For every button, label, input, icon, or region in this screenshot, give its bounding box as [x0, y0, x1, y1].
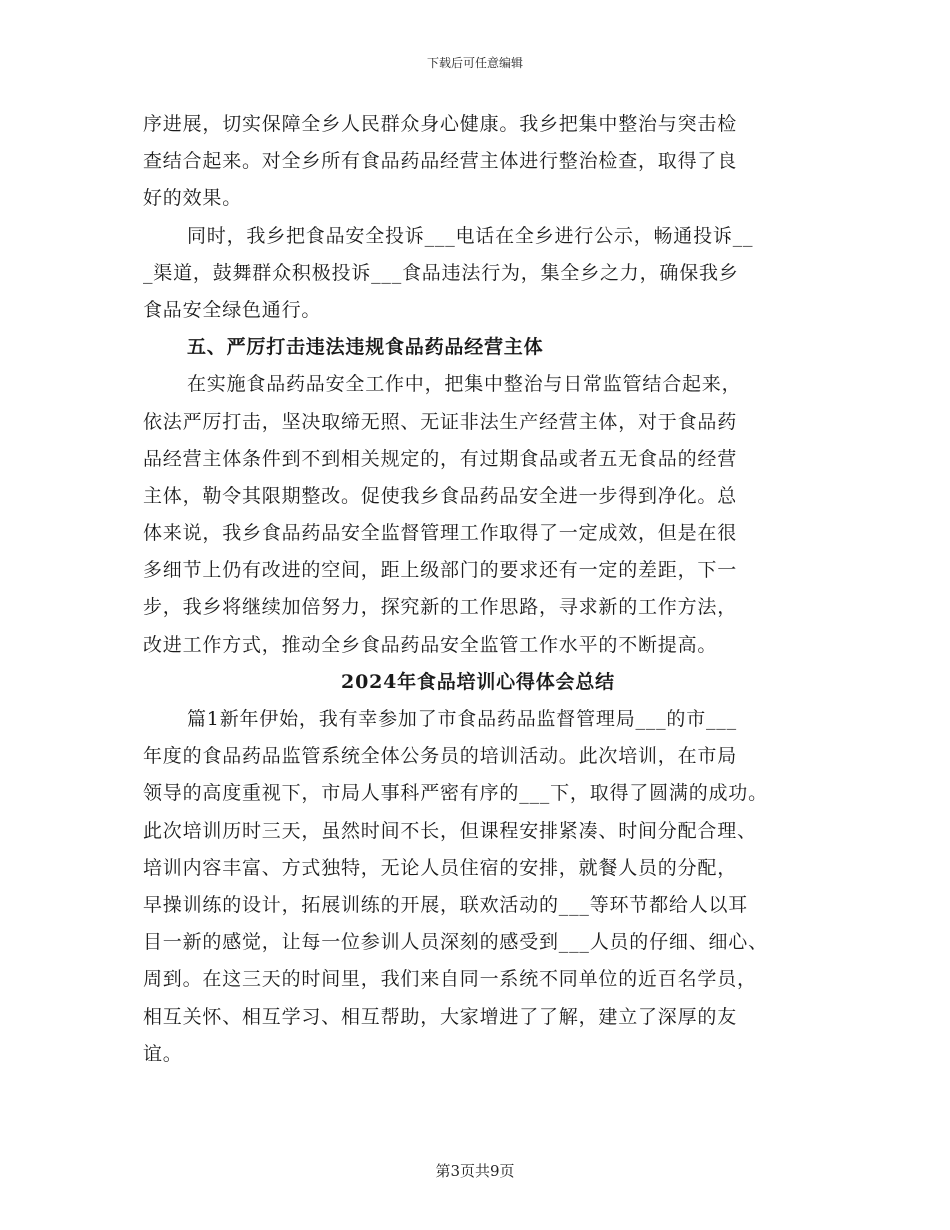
- body-line: 体来说，我乡食品药品安全监督管理工作取得了一定成效，但是在很: [143, 522, 738, 545]
- body-line: 早操训练的设计，拓展训练的开展，联欢活动的___等环节都给人以耳: [143, 893, 749, 916]
- page-header: 下载后可任意编辑: [426, 56, 523, 70]
- document-title: 2024年食品培训心得体会总结: [341, 670, 615, 693]
- body-line: 此次培训历时三天，虽然时间不长，但课程安排紧凑、时间分配合理、: [143, 819, 757, 842]
- body-line: 周到。在这三天的时间里，我们来自同一系统不同单位的近百名学员，: [143, 968, 757, 991]
- body-line: 领导的高度重视下，市局人事科严密有序的___下，取得了圆满的成功。: [143, 782, 768, 805]
- body-line: 食品安全绿色通行。: [143, 298, 322, 321]
- body-line: 品经营主体条件到不到相关规定的，有过期食品或者五无食品的经营: [143, 447, 738, 470]
- paragraph-start-line: 篇1新年伊始，我有幸参加了市食品药品监督管理局___的市___: [187, 708, 737, 730]
- section-heading: 五、严厉打击违法违规食品药品经营主体: [187, 336, 544, 359]
- body-line: 依法严厉打击，坚决取缔无照、无证非法生产经营主体，对于食品药: [143, 410, 738, 433]
- body-line: 年度的食品药品监管系统全体公务员的培训活动。此次培训，在市局: [143, 745, 738, 768]
- body-line: 主体，勒令其限期整改。促使我乡食品药品安全进一步得到净化。总: [143, 484, 738, 507]
- page-footer: 第3页共9页: [435, 1162, 515, 1180]
- paragraph-start-line: 同时，我乡把食品安全投诉___电话在全乡进行公示，畅通投诉__: [187, 224, 754, 247]
- body-line: 培训内容丰富、方式独特，无论人员住宿的安排，就餐人员的分配，: [143, 856, 738, 879]
- body-line: 谊。: [143, 1042, 183, 1065]
- document-body: [143, 106, 813, 1073]
- body-line: 步，我乡将继续加倍努力，探究新的工作思路，寻求新的工作方法，: [143, 596, 738, 619]
- body-line: 查结合起来。对全乡所有食品药品经营主体进行整治检查，取得了良: [143, 150, 738, 173]
- body-line: 好的效果。: [143, 187, 243, 210]
- paragraph-start-line: 在实施食品药品安全工作中，把集中整治与日常监管结合起来，: [187, 373, 742, 396]
- body-line: 目一新的感觉，让每一位参训人员深刻的感受到___人员的仔细、细心、: [143, 931, 768, 954]
- body-line: _渠道，鼓舞群众积极投诉___食品违法行为，集全乡之力，确保我乡: [143, 261, 739, 284]
- body-line: 相互关怀、相互学习、相互帮助，大家增进了了解，建立了深厚的友: [143, 1005, 738, 1028]
- body-line: 多细节上仍有改进的空间，距上级部门的要求还有一定的差距，下一: [143, 559, 738, 582]
- body-line: 序进展，切实保障全乡人民群众身心健康。我乡把集中整治与突击检: [143, 113, 738, 135]
- body-line: 改进工作方式，推动全乡食品药品安全监管工作水平的不断提高。: [143, 633, 718, 656]
